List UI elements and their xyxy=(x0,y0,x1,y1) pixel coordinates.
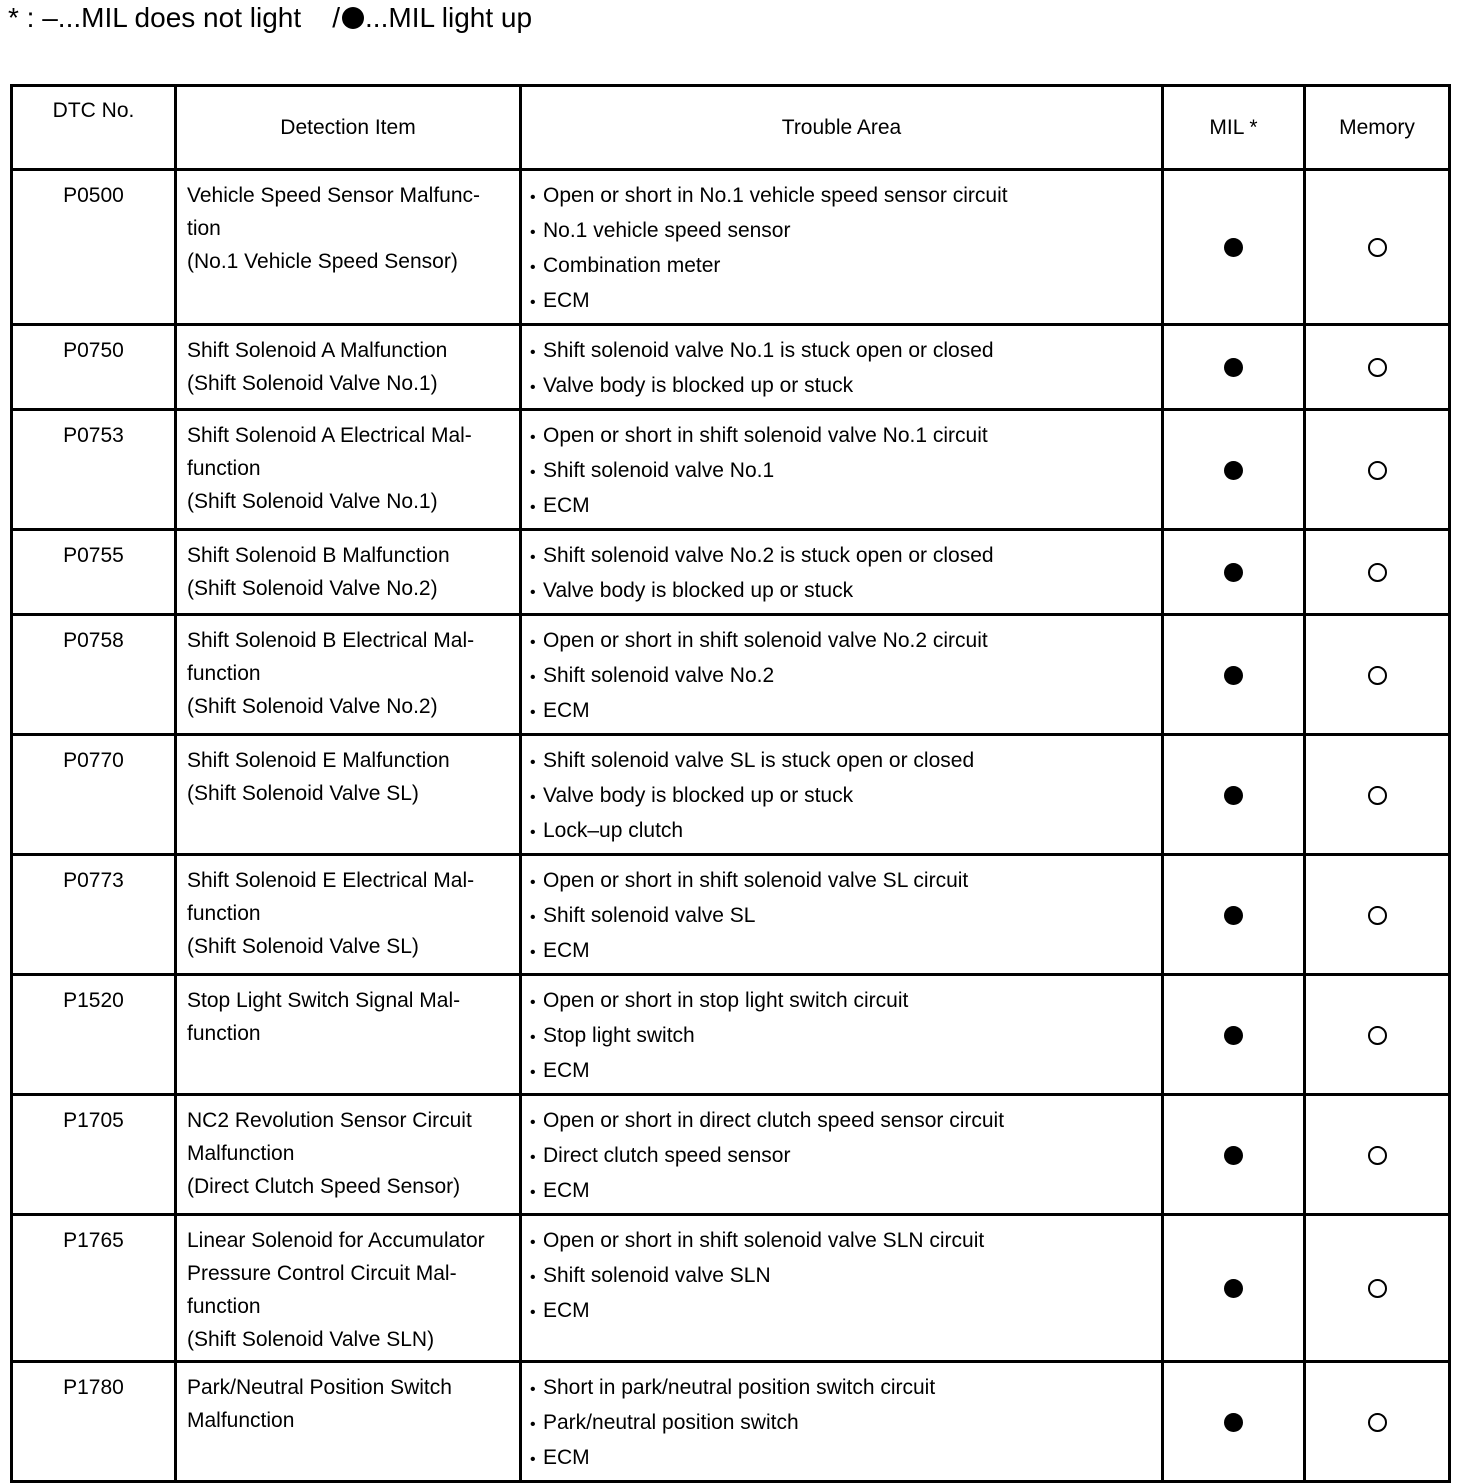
table-row xyxy=(12,975,1450,1095)
detection-item-line: Shift Solenoid E Malfunction xyxy=(187,749,450,772)
trouble-area-item: • ECM xyxy=(530,284,1155,319)
detection-item xyxy=(176,735,521,855)
legend xyxy=(8,0,532,36)
mil-cell xyxy=(1163,1215,1305,1362)
detection-item-line: Pressure Control Circuit Mal- xyxy=(187,1262,457,1285)
trouble-area-item: • Open or short in shift solenoid valve No.2 circuit xyxy=(530,624,1155,659)
detection-item-line: Park/Neutral Position Switch xyxy=(187,1376,452,1399)
dtc-code: P0773 xyxy=(12,855,176,975)
trouble-area xyxy=(521,410,1163,530)
table-row xyxy=(12,855,1450,975)
filled-circle-icon xyxy=(1224,1026,1243,1045)
trouble-area-list xyxy=(530,744,1155,849)
detection-item-line: Vehicle Speed Sensor Malfunc- xyxy=(187,184,481,207)
detection-item xyxy=(176,975,521,1095)
table-row xyxy=(12,1215,1450,1362)
filled-circle-icon xyxy=(1224,1279,1243,1298)
table-row xyxy=(12,1362,1450,1482)
dtc-code: P1765 xyxy=(12,1215,176,1362)
trouble-area xyxy=(521,615,1163,735)
header-dtc-no: DTC No. xyxy=(12,86,176,170)
memory-cell xyxy=(1305,975,1450,1095)
trouble-area-item: • Valve body is blocked up or stuck xyxy=(530,779,1155,814)
detection-item xyxy=(176,410,521,530)
detection-item-line: Malfunction xyxy=(187,1142,295,1165)
header-mil: MIL * xyxy=(1163,86,1305,170)
open-circle-icon xyxy=(1368,563,1387,582)
table-header-row xyxy=(12,86,1450,170)
memory-cell xyxy=(1305,1362,1450,1482)
header-detection-item: Detection Item xyxy=(176,86,521,170)
trouble-area-list xyxy=(530,334,1155,404)
dtc-code: P1520 xyxy=(12,975,176,1095)
trouble-area-item: • Shift solenoid valve SL xyxy=(530,899,1155,934)
trouble-area-item: • Stop light switch xyxy=(530,1019,1155,1054)
detection-item-line: Shift Solenoid A Malfunction xyxy=(187,339,448,362)
dtc-code: P0750 xyxy=(12,325,176,410)
table-row xyxy=(12,1095,1450,1215)
legend-separator: / xyxy=(332,2,341,33)
trouble-area-item: • Open or short in shift solenoid valve No.1 circuit xyxy=(530,419,1155,454)
dtc-code: P1705 xyxy=(12,1095,176,1215)
memory-cell xyxy=(1305,615,1450,735)
open-circle-icon xyxy=(1368,238,1387,257)
open-circle-icon xyxy=(1368,1413,1387,1432)
trouble-area xyxy=(521,325,1163,410)
trouble-area-list xyxy=(530,1224,1155,1329)
dtc-code: P0770 xyxy=(12,735,176,855)
detection-item-line: tion xyxy=(187,217,221,240)
trouble-area xyxy=(521,975,1163,1095)
detection-item-line: function xyxy=(187,902,261,925)
detection-item xyxy=(176,1095,521,1215)
trouble-area-item: • Valve body is blocked up or stuck xyxy=(530,574,1155,609)
trouble-area-list xyxy=(530,984,1155,1089)
filled-circle-icon xyxy=(1224,238,1243,257)
open-circle-icon xyxy=(1368,461,1387,480)
detection-item-line: (Shift Solenoid Valve SL) xyxy=(187,935,419,958)
trouble-area-item: • ECM xyxy=(530,1174,1155,1209)
trouble-area-item: • Combination meter xyxy=(530,249,1155,284)
detection-item-line: (Shift Solenoid Valve No.1) xyxy=(187,372,438,395)
detection-item-line: (Shift Solenoid Valve No.2) xyxy=(187,577,438,600)
trouble-area-item: • Valve body is blocked up or stuck xyxy=(530,369,1155,404)
detection-item-line: Shift Solenoid E Electrical Mal- xyxy=(187,869,475,892)
filled-circle-icon xyxy=(1224,358,1243,377)
detection-item xyxy=(176,170,521,325)
memory-cell xyxy=(1305,170,1450,325)
table-row xyxy=(12,170,1450,325)
trouble-area-item: • No.1 vehicle speed sensor xyxy=(530,214,1155,249)
dtc-code: P0500 xyxy=(12,170,176,325)
trouble-area xyxy=(521,735,1163,855)
trouble-area-item: • ECM xyxy=(530,1294,1155,1329)
memory-cell xyxy=(1305,1215,1450,1362)
mil-cell xyxy=(1163,735,1305,855)
trouble-area-list xyxy=(530,419,1155,524)
memory-cell xyxy=(1305,735,1450,855)
trouble-area-list xyxy=(530,539,1155,609)
open-circle-icon xyxy=(1368,358,1387,377)
dtc-code: P0755 xyxy=(12,530,176,615)
trouble-area xyxy=(521,1215,1163,1362)
trouble-area-item: • Shift solenoid valve SL is stuck open or closed xyxy=(530,744,1155,779)
detection-item-line: function xyxy=(187,662,261,685)
trouble-area-item: • ECM xyxy=(530,694,1155,729)
mil-cell xyxy=(1163,975,1305,1095)
trouble-area-list xyxy=(530,1371,1155,1476)
memory-cell xyxy=(1305,530,1450,615)
trouble-area-item: • Direct clutch speed sensor xyxy=(530,1139,1155,1174)
detection-item-line: (Shift Solenoid Valve No.1) xyxy=(187,490,438,513)
memory-cell xyxy=(1305,325,1450,410)
detection-item-line: Shift Solenoid A Electrical Mal- xyxy=(187,424,472,447)
mil-cell xyxy=(1163,325,1305,410)
open-circle-icon xyxy=(1368,1026,1387,1045)
detection-item xyxy=(176,1362,521,1482)
trouble-area-item: • Open or short in shift solenoid valve SLN circuit xyxy=(530,1224,1155,1259)
filled-circle-icon xyxy=(1224,906,1243,925)
trouble-area-item: • Short in park/neutral position switch circuit xyxy=(530,1371,1155,1406)
table-row xyxy=(12,410,1450,530)
mil-cell xyxy=(1163,615,1305,735)
filled-circle-icon xyxy=(1224,1146,1243,1165)
mil-cell xyxy=(1163,170,1305,325)
dtc-code: P0753 xyxy=(12,410,176,530)
detection-item-line: (Shift Solenoid Valve No.2) xyxy=(187,695,438,718)
trouble-area-list xyxy=(530,179,1155,319)
detection-item-line: Shift Solenoid B Malfunction xyxy=(187,544,450,567)
trouble-area-item: • Shift solenoid valve No.1 xyxy=(530,454,1155,489)
open-circle-icon xyxy=(1368,1146,1387,1165)
detection-item xyxy=(176,615,521,735)
detection-item-line: NC2 Revolution Sensor Circuit xyxy=(187,1109,472,1132)
open-circle-icon xyxy=(1368,906,1387,925)
table-body xyxy=(12,170,1450,1482)
memory-cell xyxy=(1305,1095,1450,1215)
legend-suffix: ...MIL light up xyxy=(365,2,533,33)
detection-item-line: Linear Solenoid for Accumulator xyxy=(187,1229,485,1252)
open-circle-icon xyxy=(1368,666,1387,685)
trouble-area-item: • Shift solenoid valve No.2 is stuck open or closed xyxy=(530,539,1155,574)
detection-item-line: function xyxy=(187,1295,261,1318)
dtc-code: P1780 xyxy=(12,1362,176,1482)
trouble-area-item: • ECM xyxy=(530,489,1155,524)
mil-cell xyxy=(1163,855,1305,975)
detection-item xyxy=(176,1215,521,1362)
detection-item-line: Malfunction xyxy=(187,1409,295,1432)
trouble-area-item: • Open or short in No.1 vehicle speed sensor circuit xyxy=(530,179,1155,214)
detection-item-line: Shift Solenoid B Electrical Mal- xyxy=(187,629,475,652)
trouble-area-item: • Open or short in stop light switch circuit xyxy=(530,984,1155,1019)
trouble-area-item: • ECM xyxy=(530,1441,1155,1476)
mil-cell xyxy=(1163,530,1305,615)
detection-item xyxy=(176,530,521,615)
detection-item-line: (Shift Solenoid Valve SL) xyxy=(187,782,419,805)
trouble-area-item: • Open or short in direct clutch speed sensor circuit xyxy=(530,1104,1155,1139)
filled-circle-icon xyxy=(1224,563,1243,582)
trouble-area-item: • Park/neutral position switch xyxy=(530,1406,1155,1441)
header-memory: Memory xyxy=(1305,86,1450,170)
trouble-area-item: • Lock–up clutch xyxy=(530,814,1155,849)
filled-circle-icon xyxy=(1224,666,1243,685)
trouble-area-list xyxy=(530,864,1155,969)
mil-cell xyxy=(1163,410,1305,530)
trouble-area-list xyxy=(530,624,1155,729)
trouble-area xyxy=(521,855,1163,975)
trouble-area-item: • Open or short in shift solenoid valve SL circuit xyxy=(530,864,1155,899)
filled-circle-icon xyxy=(1224,786,1243,805)
legend-prefix: * : –...MIL does not light xyxy=(8,2,302,33)
memory-cell xyxy=(1305,410,1450,530)
open-circle-icon xyxy=(1368,786,1387,805)
trouble-area xyxy=(521,1362,1163,1482)
trouble-area xyxy=(521,530,1163,615)
mil-cell xyxy=(1163,1362,1305,1482)
trouble-area-item: • Shift solenoid valve No.2 xyxy=(530,659,1155,694)
mil-cell xyxy=(1163,1095,1305,1215)
table-row xyxy=(12,325,1450,410)
memory-cell xyxy=(1305,855,1450,975)
table-row xyxy=(12,530,1450,615)
detection-item-line: (Shift Solenoid Valve SLN) xyxy=(187,1328,435,1351)
header-trouble-area: Trouble Area xyxy=(521,86,1163,170)
detection-item-line: (No.1 Vehicle Speed Sensor) xyxy=(187,250,458,273)
table-row xyxy=(12,615,1450,735)
trouble-area-list xyxy=(530,1104,1155,1209)
trouble-area xyxy=(521,170,1163,325)
detection-item-line: Stop Light Switch Signal Mal- xyxy=(187,989,461,1012)
table-row xyxy=(12,735,1450,855)
detection-item-line: (Direct Clutch Speed Sensor) xyxy=(187,1175,461,1198)
detection-item xyxy=(176,855,521,975)
filled-circle-icon xyxy=(342,7,364,29)
trouble-area-item: • Shift solenoid valve SLN xyxy=(530,1259,1155,1294)
dtc-code: P0758 xyxy=(12,615,176,735)
detection-item xyxy=(176,325,521,410)
open-circle-icon xyxy=(1368,1279,1387,1298)
trouble-area-item: • ECM xyxy=(530,934,1155,969)
trouble-area xyxy=(521,1095,1163,1215)
dtc-table xyxy=(10,84,1451,1483)
detection-item-line: function xyxy=(187,1022,261,1045)
filled-circle-icon xyxy=(1224,1413,1243,1432)
trouble-area-item: • ECM xyxy=(530,1054,1155,1089)
detection-item-line: function xyxy=(187,457,261,480)
trouble-area-item: • Shift solenoid valve No.1 is stuck open or closed xyxy=(530,334,1155,369)
filled-circle-icon xyxy=(1224,461,1243,480)
